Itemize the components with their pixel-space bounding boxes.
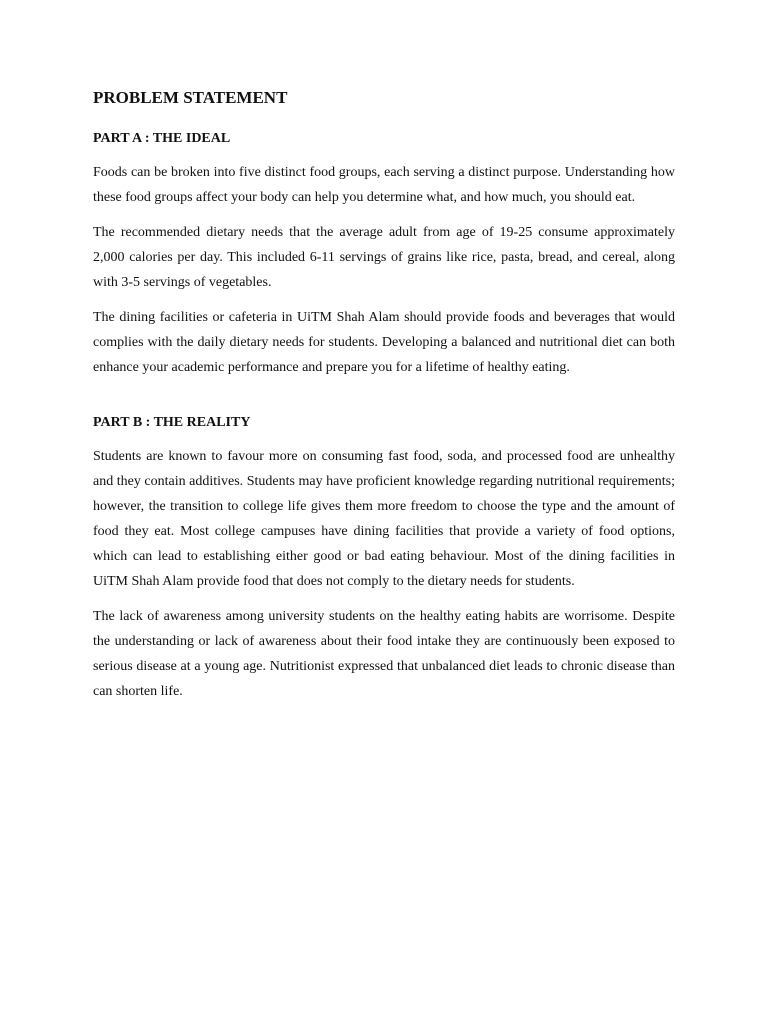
document-page [93,84,675,714]
section-heading: PART B : THE REALITY [93,415,251,430]
section-part-b [93,412,675,704]
section-heading: PART A : THE IDEAL [93,131,231,146]
paragraph: The dining facilities or cafeteria in UiTM Shah Alam should provide foods and beverages that would complies with the daily dietary needs for students. Developing a balanced and nutritional diet can both enhance your academic performance and prepare you for a lifetime of healthy eating. [93,310,675,375]
page-title: PROBLEM STATEMENT [93,88,288,107]
section-spacer [93,390,675,412]
paragraph: Students are known to favour more on consuming fast food, soda, and processed food are unhealthy and they contain additives. Students may have proficient knowledge regarding nutritional requirements; however, the transition to college life gives them more freedom to choose the type and the amount of food they eat. Most college campuses have dining facilities that provide a variety of food options, which can lead to establishing either good or bad eating behaviour. Most of the dining facilities in UiTM Shah Alam provide food that does not comply to the dietary needs for students. [93,449,675,589]
paragraph: Foods can be broken into five distinct food groups, each serving a distinct purpose. Understanding how these food groups affect your body can help you determine what, and how much, you should eat. [93,165,675,205]
paragraph: The lack of awareness among university students on the healthy eating habits are worrisome. Despite the understanding or lack of awareness about their food intake they are continuously been exposed to serious disease at a young age. Nutritionist expressed that unbalanced diet leads to chronic disease than can shorten life. [93,609,675,699]
paragraph: The recommended dietary needs that the average adult from age of 19-25 consume approximately 2,000 calories per day. This included 6-11 servings of grains like rice, pasta, bread, and cereal, along with 3-5 servings of vegetables. [93,225,675,290]
section-part-a [93,128,675,380]
